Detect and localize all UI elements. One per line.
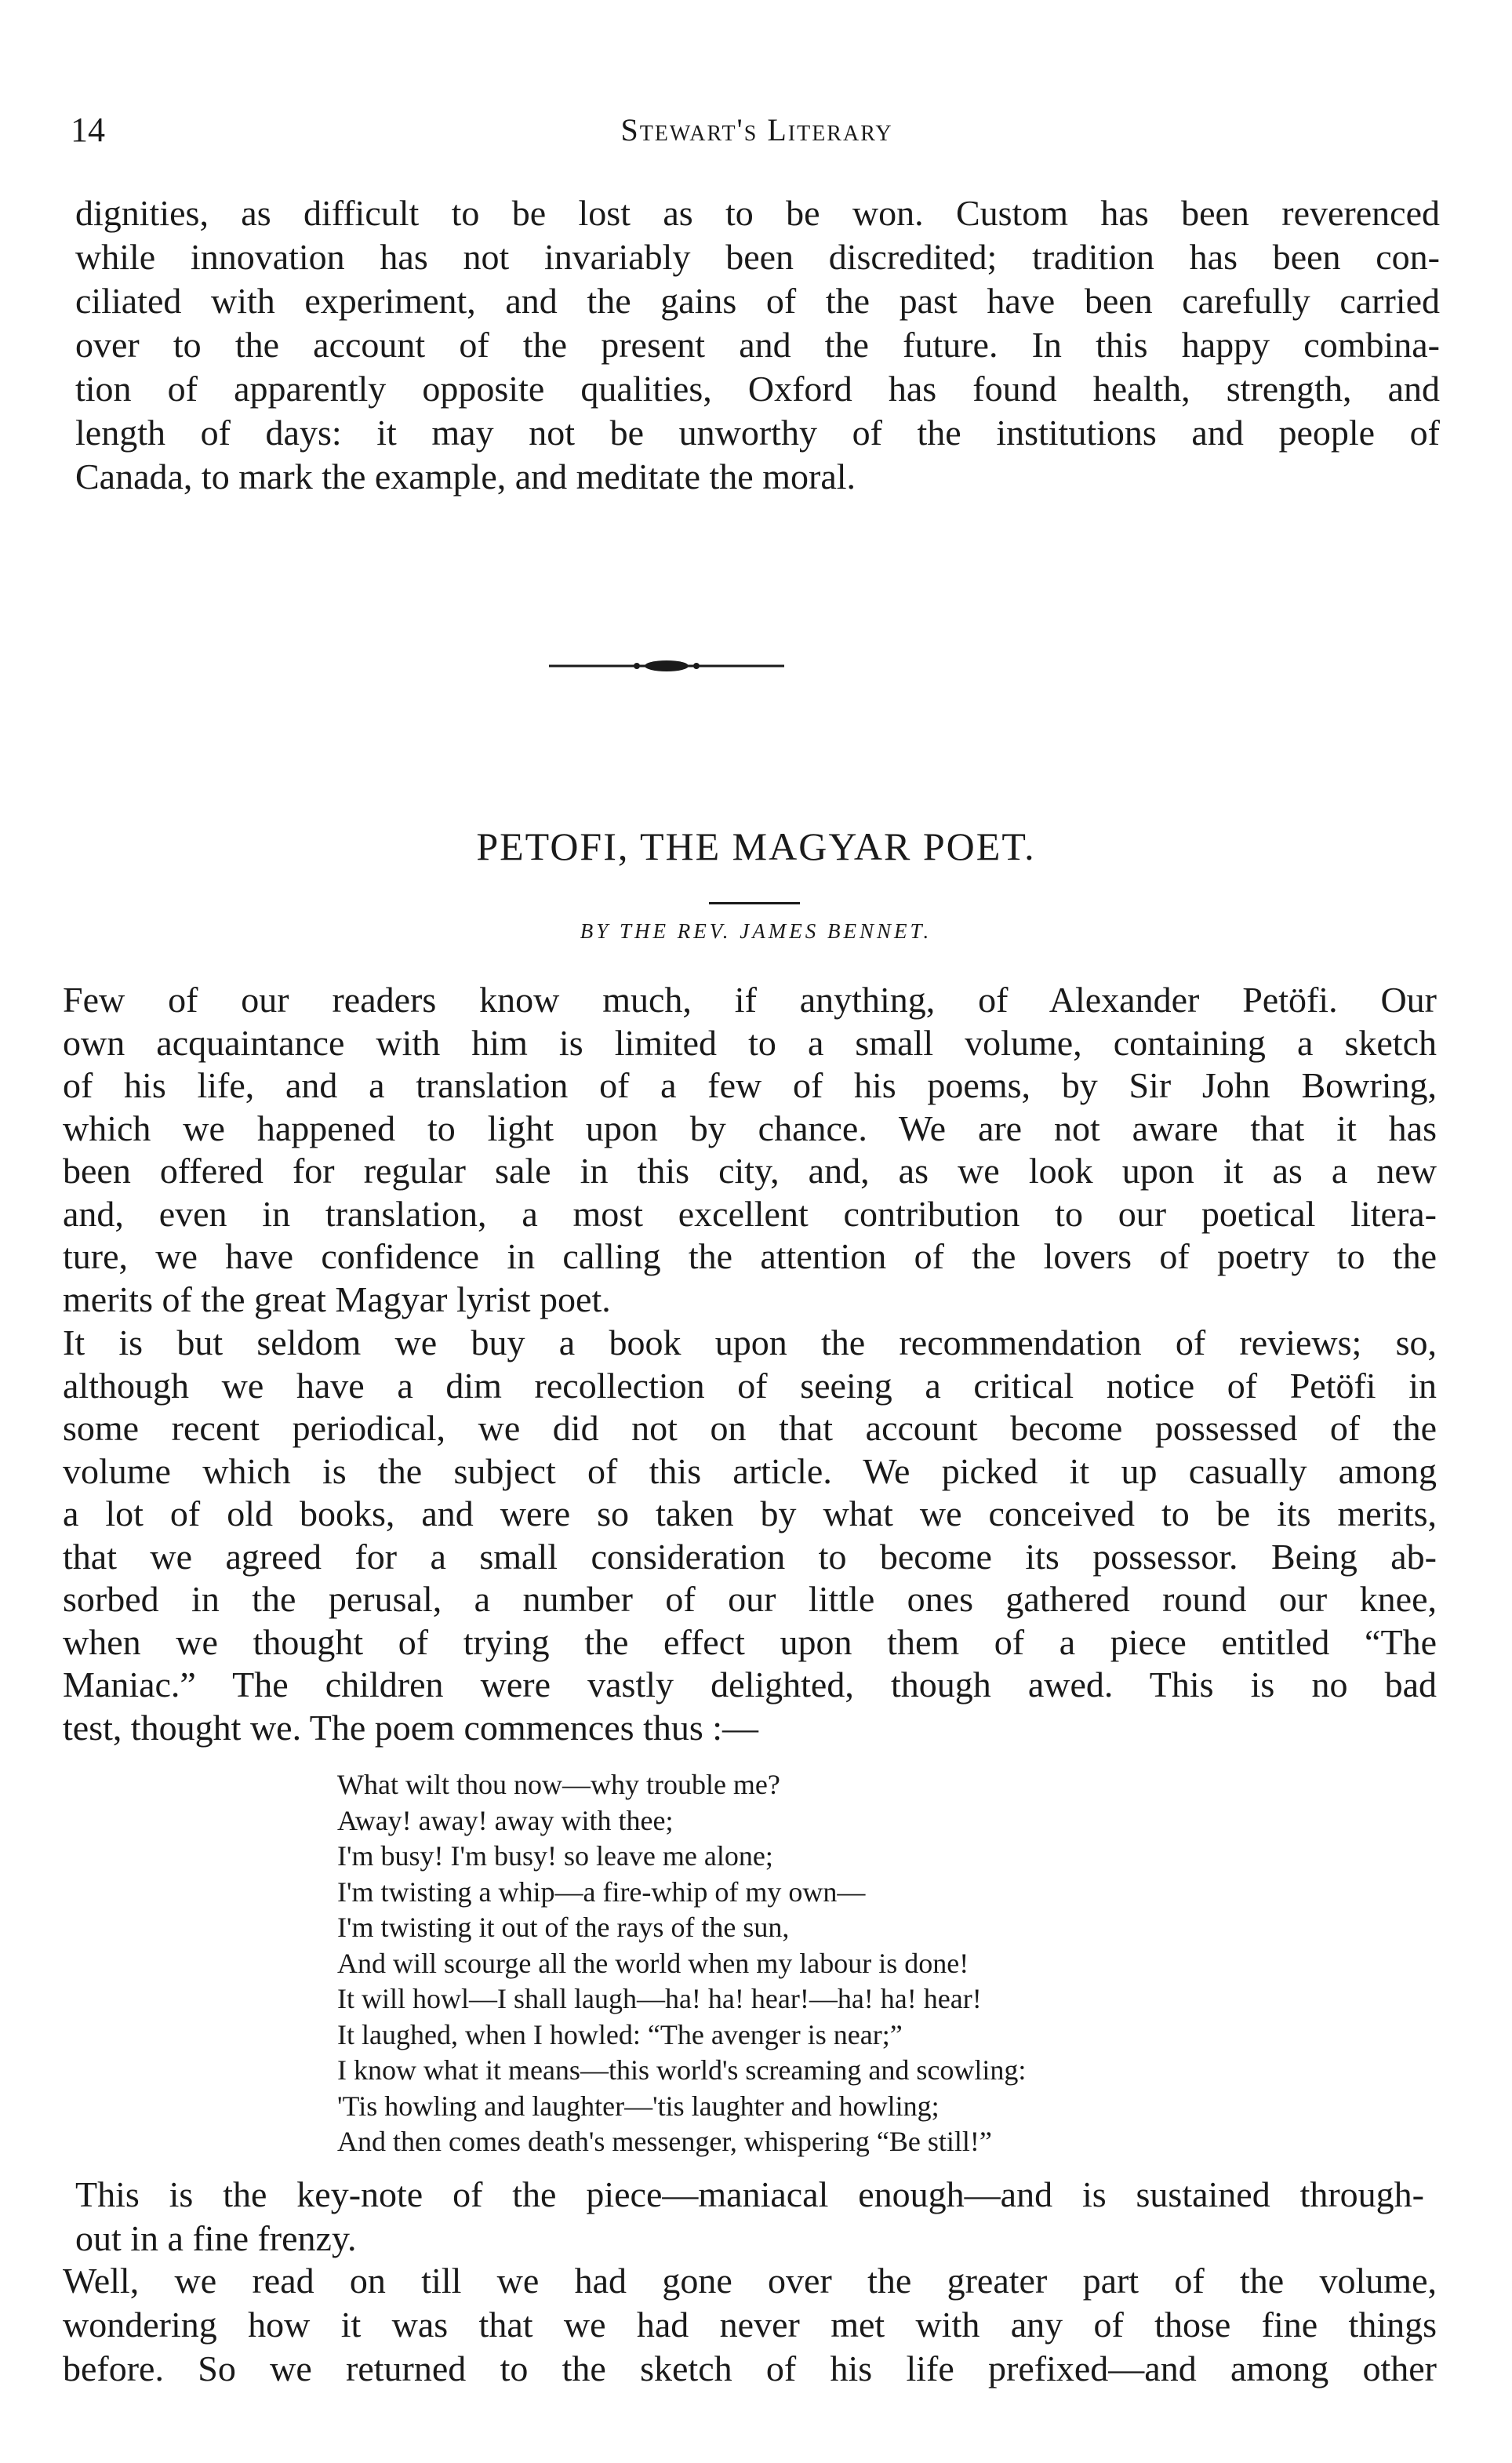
text-line: Maniac.” The children were vastly delighted, though awed. This is no bad bbox=[63, 1664, 1437, 1704]
text-line: ture, we have confidence in calling the attention of the lovers of poetry to the bbox=[63, 1236, 1437, 1276]
title-rule bbox=[709, 902, 800, 904]
text-line: when we thought of trying the effect upon them of a piece entitled “The bbox=[63, 1621, 1437, 1662]
text-line: wondering how it was that we had never met with any of those fine things bbox=[63, 2305, 1437, 2345]
poem-line: It laughed, when I howled: “The avenger is near;” bbox=[337, 2018, 903, 2050]
poem-line: What wilt thou now—why trouble me? bbox=[337, 1769, 780, 1800]
text-line: dignities, as difficult to be lost as to be won. Custom has been reverenced bbox=[75, 193, 1440, 233]
poem-line: I'm twisting a whip—a fire-whip of my own— bbox=[337, 1875, 866, 1908]
text-line: and, even in translation, a most excellent contribution to our poetical litera- bbox=[63, 1193, 1437, 1234]
poem-line: I know what it means—this world's screaming and scowling: bbox=[337, 2054, 1027, 2086]
section-divider-ornament bbox=[549, 656, 784, 676]
text-line: that we agreed for a small consideration to become its possessor. Being ab- bbox=[63, 1536, 1437, 1577]
poem-line: Away! away! away with thee; bbox=[337, 1804, 674, 1836]
text-line: which we happened to light upon by chance. We are not aware that it has bbox=[63, 1108, 1437, 1148]
text-line: sorbed in the perusal, a number of our little ones gathered round our knee, bbox=[63, 1579, 1437, 1619]
text-line: own acquaintance with him is limited to a small volume, containing a sketch bbox=[63, 1022, 1437, 1063]
text-line: merits of the great Magyar lyrist poet. bbox=[63, 1279, 611, 1319]
text-line: although we have a dim recollection of seeing a critical notice of Petöfi in bbox=[63, 1365, 1437, 1406]
paragraph-1 bbox=[63, 979, 1437, 1321]
text-line: before. So we returned to the sketch of his life prefixed—and among other bbox=[63, 2348, 1437, 2388]
poem-line: I'm twisting it out of the rays of the sun, bbox=[337, 1912, 790, 1943]
text-line: Canada, to mark the example, and meditate the moral. bbox=[75, 457, 856, 497]
poem-line: And will scourge all the world when my labour is done! bbox=[337, 1947, 969, 1979]
poem-line: I'm busy! I'm busy! so leave me alone; bbox=[337, 1840, 773, 1872]
text-line: been offered for regular sale in this city, and, as we look upon it as a new bbox=[63, 1151, 1437, 1191]
text-line: Well, we read on till we had gone over the greater part of the volume, bbox=[63, 2261, 1437, 2301]
text-line: This is the key-note of the piece—maniacal enough—and is sustained through- bbox=[75, 2174, 1424, 2214]
text-line: It is but seldom we buy a book upon the recommendation of reviews; so, bbox=[63, 1322, 1437, 1362]
text-line: out in a fine frenzy. bbox=[75, 2218, 357, 2258]
article-byline: BY THE REV. JAMES BENNET. bbox=[580, 919, 932, 943]
text-line: volume which is the subject of this article. We picked it up casually among bbox=[63, 1450, 1437, 1491]
text-line: while innovation has not invariably been discredited; tradition has been con- bbox=[75, 237, 1440, 277]
text-line: some recent periodical, we did not on that account become possessed of the bbox=[63, 1408, 1437, 1448]
running-title: Stewart's Literary bbox=[620, 112, 893, 147]
article-title: PETOFI, THE MAGYAR POET. bbox=[476, 824, 1036, 868]
poem-line: And then comes death's messenger, whispering “Be still!” bbox=[337, 2126, 992, 2157]
paragraph-2 bbox=[63, 1322, 1437, 1749]
page-number: 14 bbox=[71, 111, 105, 149]
text-line: ciliated with experiment, and the gains of the past have been carefully carried bbox=[75, 281, 1440, 321]
text-line: over to the account of the present and the future. In this happy combina- bbox=[75, 325, 1440, 365]
running-head bbox=[71, 110, 1443, 165]
continuation-paragraph bbox=[75, 191, 1440, 499]
paragraph-4 bbox=[63, 2259, 1437, 2391]
text-line: length of days: it may not be unworthy of the institutions and people of bbox=[75, 413, 1440, 453]
text-line: Few of our readers know much, if anything, of Alexander Petöfi. Our bbox=[63, 980, 1437, 1020]
paragraph-3 bbox=[75, 2173, 1424, 2261]
poem-line: 'Tis howling and laughter—'tis laughter and howling; bbox=[337, 2090, 940, 2122]
text-line: a lot of old books, and were so taken by what we conceived to be its merits, bbox=[63, 1493, 1437, 1533]
text-line: tion of apparently opposite qualities, Oxford has found health, strength, and bbox=[75, 369, 1440, 409]
poem-line: It will howl—I shall laugh—ha! ha! hear!—ha! ha! hear! bbox=[337, 1983, 982, 2014]
text-line: of his life, and a translation of a few of his poems, by Sir John Bowring, bbox=[63, 1065, 1437, 1105]
poem-quotation bbox=[337, 1767, 1302, 2160]
text-line: test, thought we. The poem commences thus :— bbox=[63, 1707, 759, 1748]
